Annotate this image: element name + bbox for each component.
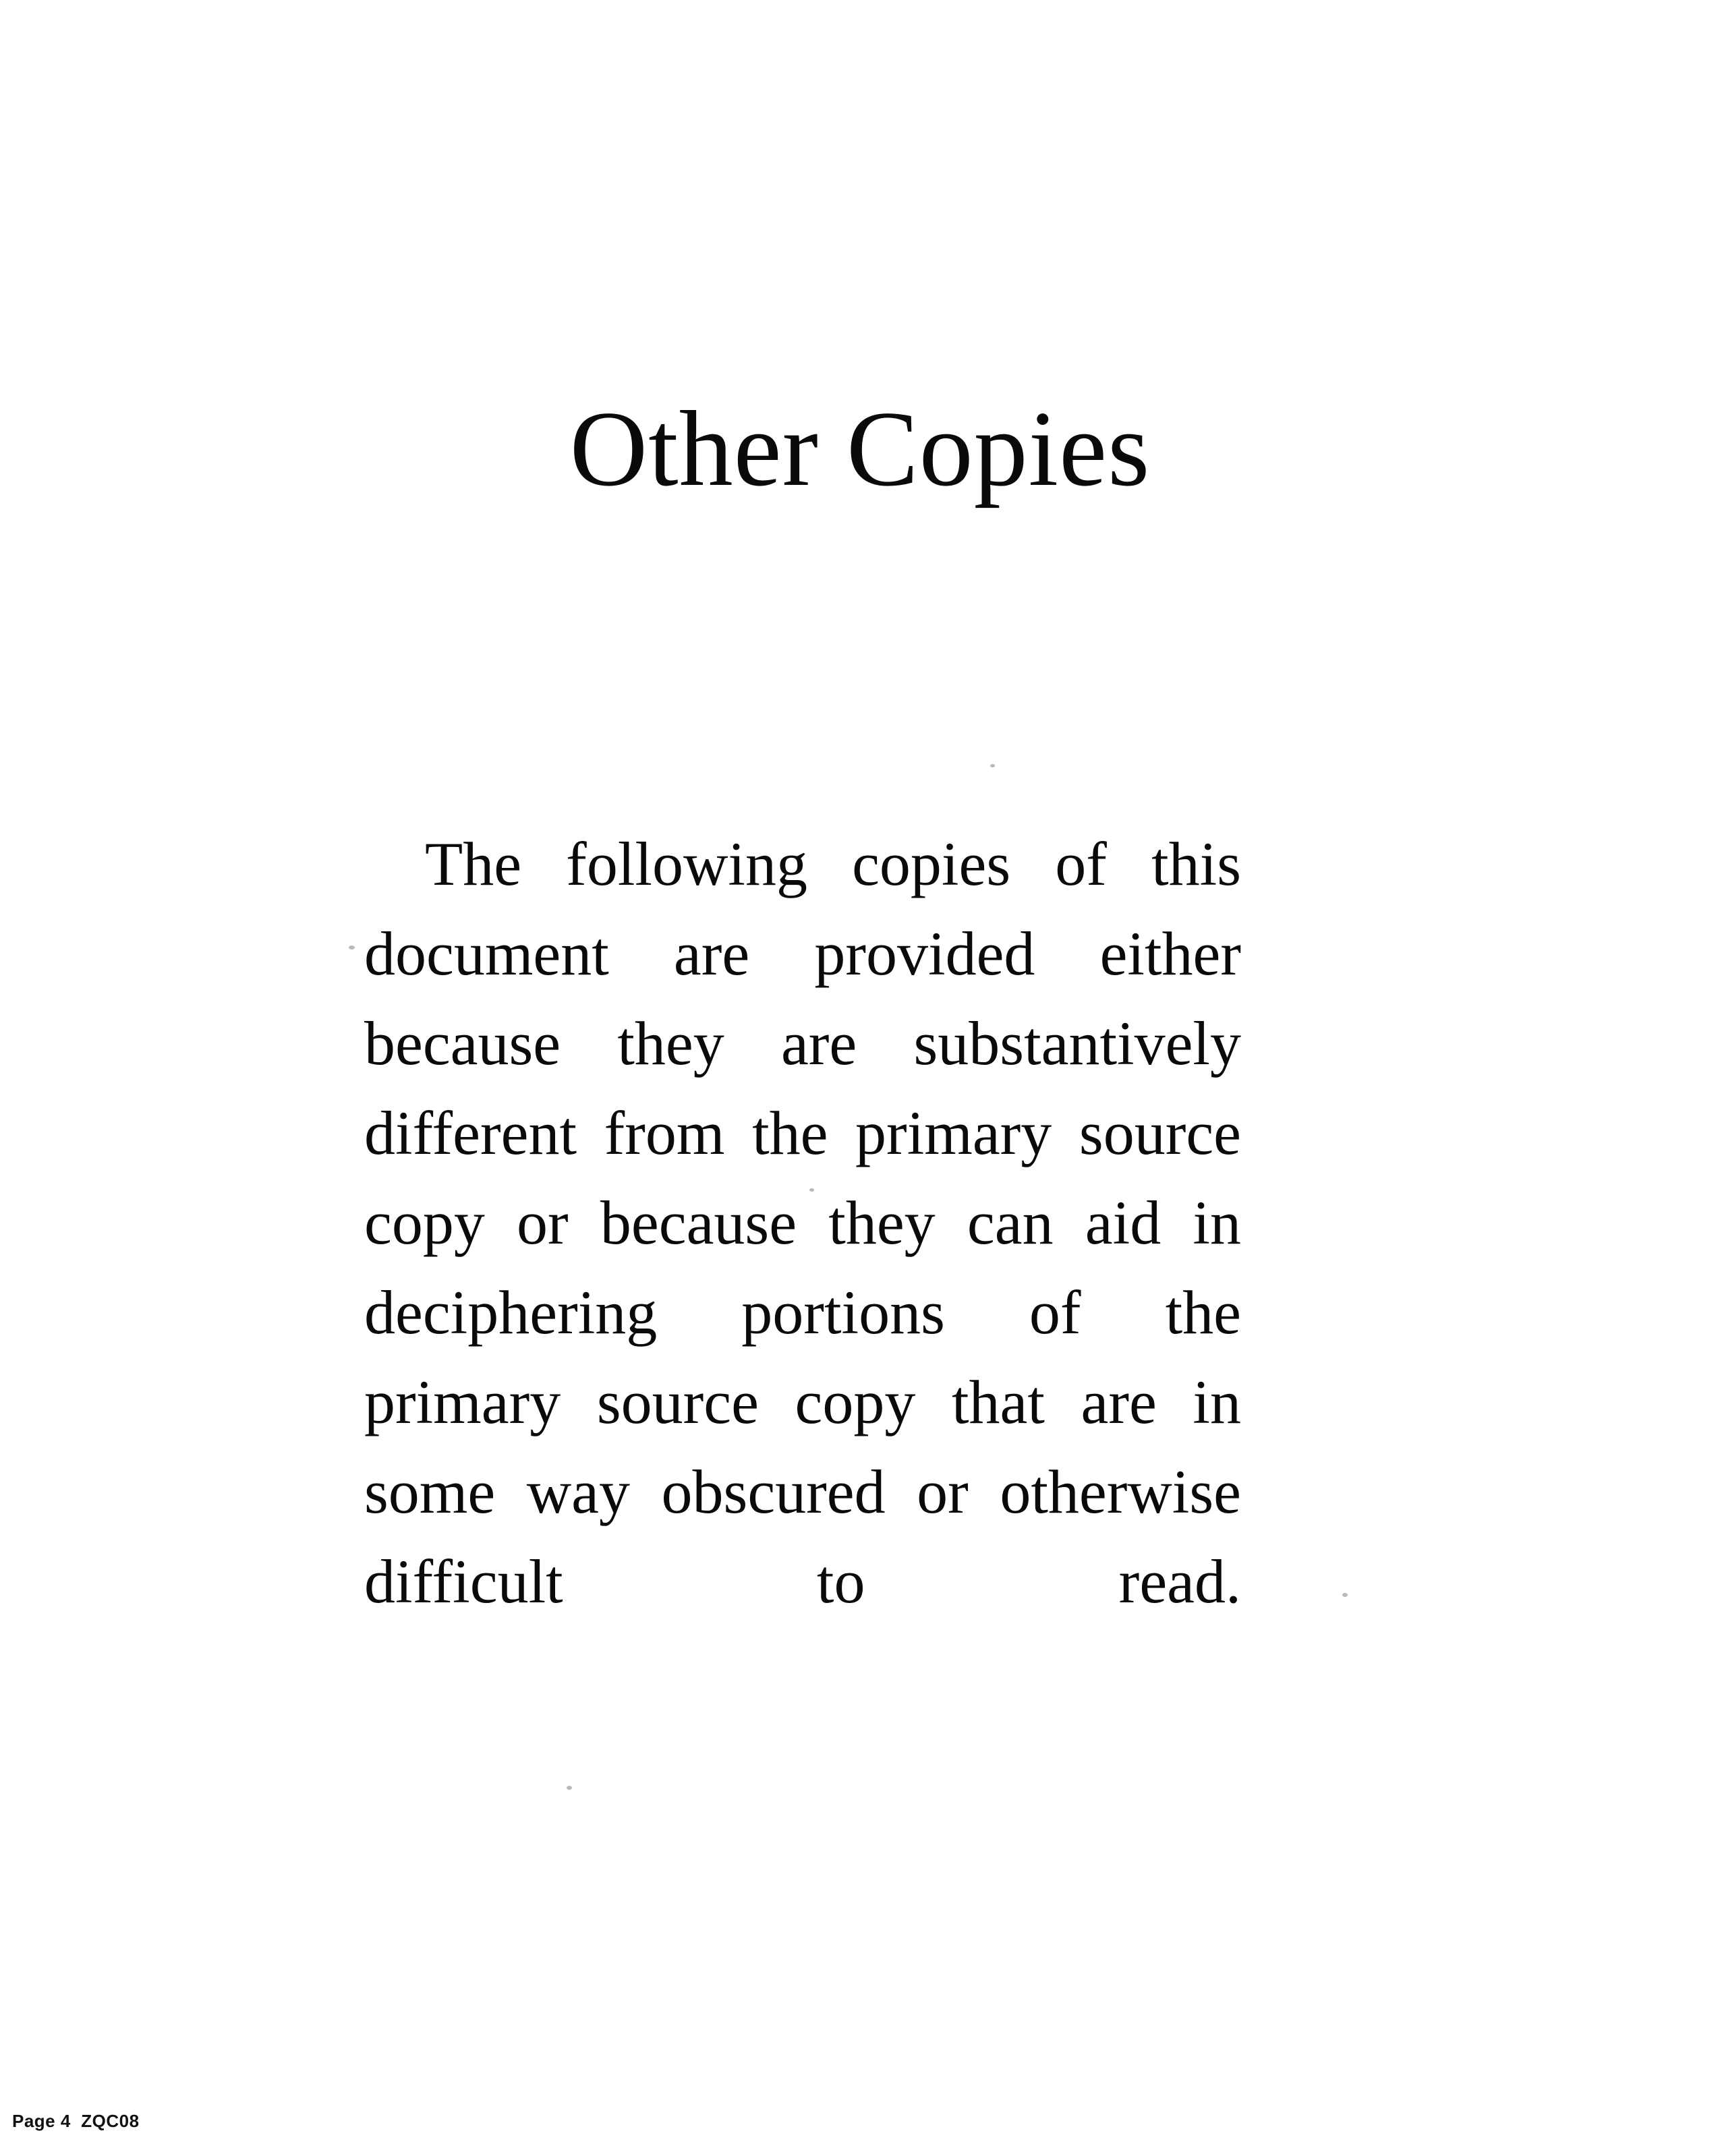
page-footer-stamp: Page 4 ZQC08 [12,2111,140,2131]
page-title: Other Copies [569,388,1151,509]
scan-artifact [990,764,995,767]
scan-artifact [349,945,355,950]
body-text-block [364,819,1241,1716]
scan-artifact [567,1786,572,1790]
body-paragraph: The following copies of this document are provided either because they are substantively different from the primary source copy or because they can aid in deciphering portions of the primary source copy that are in some way obscured or otherwise difficult to read. [364,829,1241,1616]
scan-artifact [1342,1593,1348,1597]
